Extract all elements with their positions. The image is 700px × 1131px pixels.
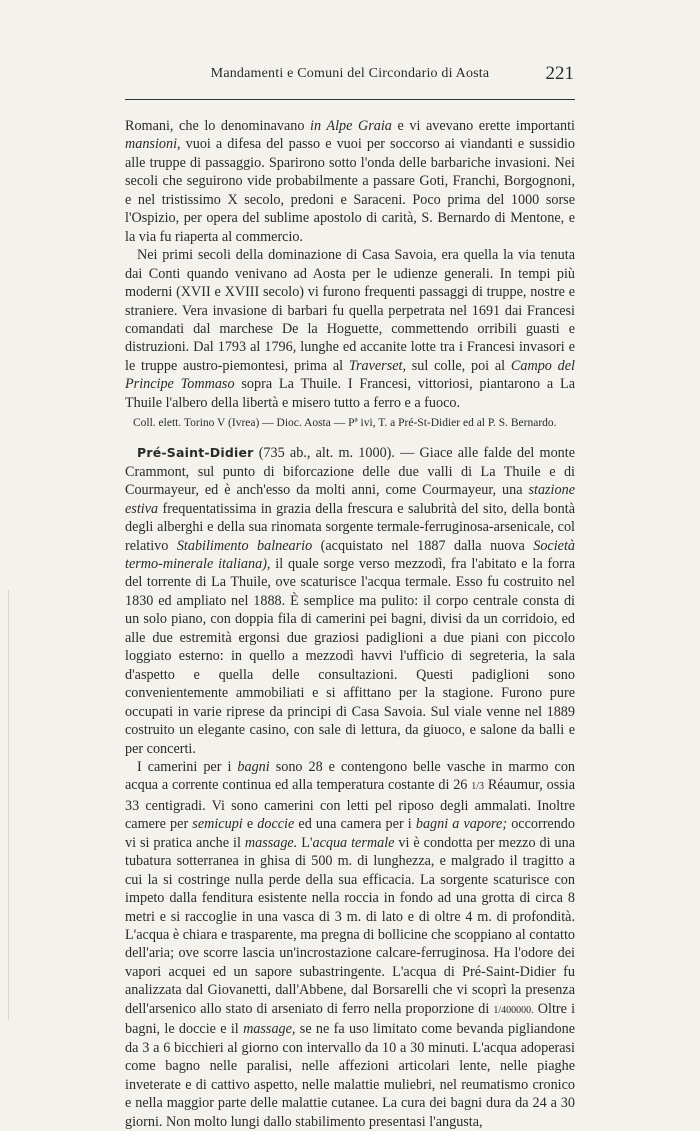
scan-margin-line	[8, 590, 9, 1020]
footnote-references: Coll. elett. Torino V (Ivrea) — Dioc. Aosta — Pª ivi, T. a Pré-St-Didier ed al P. S. Bernardo.	[133, 417, 557, 430]
paragraph-bagni: I camerini per i bagni sono 28 e contengono belle vasche in marmo con acqua a corrente continua ed alla temperatura costante di 26 1/3 Réaumur, ossia 33 centigradi. Vi sono camerini con letti pel riposo degli ammalati. Inoltre camere per semicupi e doccie ed una camera per i bagni a vapore; occorrendo vi si pratica anche il massage. L'acqua termale vi è condotta per mezzo di una tubatura sotterranea in ghisa di 500 m. di lunghezza, e malgrado il tragitto a cui la si costringe nulla perde della sua efficacia. La sorgente scaturisce con impeto dalla fenditura esistente nella roccia in fondo ad una grotta di circa 8 metri e si raccoglie in una vasca di 3 m. di lato e di oltre 4 m. di profondità. L'acqua è chiara e trasparente, ma pregna di bollicine che scoppiano al contatto dell'aria; ove scorre lascia un'incrostazione calcare-ferruginosa. Ha l'odore dei vapori acquei ed un sapore subastringente. L'acqua di Pré-Saint-Didier fu analizzata dal Giovanetti, dall'Abbene, dal Borsarelli che vi scoprì la presenza dell'arsenico allo stato di arseniato di ferro nella proporzione di 1/400000. Oltre i bagni, le doccie e il massage, se ne fa uso limitato come bevanda pigliandone da 3 a 6 bicchieri al giorno con intervallo da 10 a 30 minuti. L'acqua adoperasi come bagno nelle paralisi, nelle affezioni articolari lente, nelle piaghe inveterate e di cattivo aspetto, nelle malattie muliebri, nel reumatismo cronico e nella maggior parte delle malattie cutanee. La cura dei bagni dura da 24 a 30 giorni. Non molto lungi dallo stabilimento presentasi l'angusta,	[125, 758, 576, 1130]
paragraph-1: Romani, che lo denominavano in Alpe Graia e vi avevano erette importanti mansioni, vuoi a difesa del passo e vuoi per soccorso ai viandanti e sussidio alle truppe di passaggio. Sparirono sotto l'onda delle barbariche invasioni. Nei secoli che seguirono vide probabilmente a passare Goti, Franchi, Borgognoni, e nel tristissimo X secolo, predoni e Saraceni. Poco prima del 1000 sorse l'Ospizio, per opera del sublime apostolo di carità, S. Bernardo di Mentone, e la via fu riaperta al commercio.	[125, 118, 575, 245]
body-text	[125, 117, 575, 1131]
paragraph-2: Nei primi secoli della dominazione di Casa Savoia, era quella la via tenuta dai Conti quando venivano ad Aosta per le udienze generali. In tempi più moderni (XVII e XVIII secolo) vi furono frequenti passaggi di truppe, nostre e straniere. Vera invasione di barbari fu quella perpetrata nel 1691 dai Francesi comandati dal marchese De la Hoguette, commettendo orribili guasti e distruzioni. Dal 1793 al 1796, lunghe ed accanite lotte tra i Francesi invasori e le truppe austro-piemontesi, prima al Traverset, sul colle, poi al Campo del Principe Tommaso sopra La Thuile. I Francesi, vittoriosi, piantarono a La Thuile l'albero della libertà e misero tutto a ferro e a fuoco.	[125, 247, 575, 411]
paragraph-pre-saint-didier: Pré-Saint-Didier (735 ab., alt. m. 1000). — Giace alle falde del monte Crammont, sul punto di biforcazione delle due valli di La Thuile e di Courmayeur, ed è anch'esso da molti anni, come Courmayeur, una stazione estiva frequentatissima in grazia della frescura e salubrità del sito, della bontà degli alberghi e della sua rinomata sorgente termale-ferruginosa-arsenicale, col relativo Stabilimento balneario (acquistato nel 1887 dalla nuova Società termo-minerale italiana), il quale sorge verso mezzodì, fra l'abitato e la forra del torrente di La Thuile, ove scaturisce l'acqua termale. Esso fu costruito nel 1830 ed ampliato nel 1888. È semplice ma pulito: il corpo centrale consta di un solo piano, con doppia fila di camerini pei bagni, divisi da un corridoio, ed alle due estremità ergonsi due graziosi padiglioni a due piani con piccolo loggiato esterno: in quello a mezzodì havvi l'ufficio di segreteria, la sala d'aspetto e quella delle consultazioni. Questi padiglioni sono convenientemente ammobiliati e si affittano per la stagione. Furono pure occupati in varie riprese da principi di Casa Savoia. Sul viale venne nel 1889 costruito un elegante casino, con sale di lettura, da giuoco, e salone da balli e per concerti.	[125, 445, 575, 757]
running-header	[126, 63, 574, 88]
page-number: 221	[545, 63, 574, 84]
header-title: Mandamenti e Comuni del Circondario di Aosta	[210, 66, 490, 81]
entry-heading: Pré-Saint-Didier	[137, 445, 254, 461]
header-rule	[125, 99, 575, 100]
